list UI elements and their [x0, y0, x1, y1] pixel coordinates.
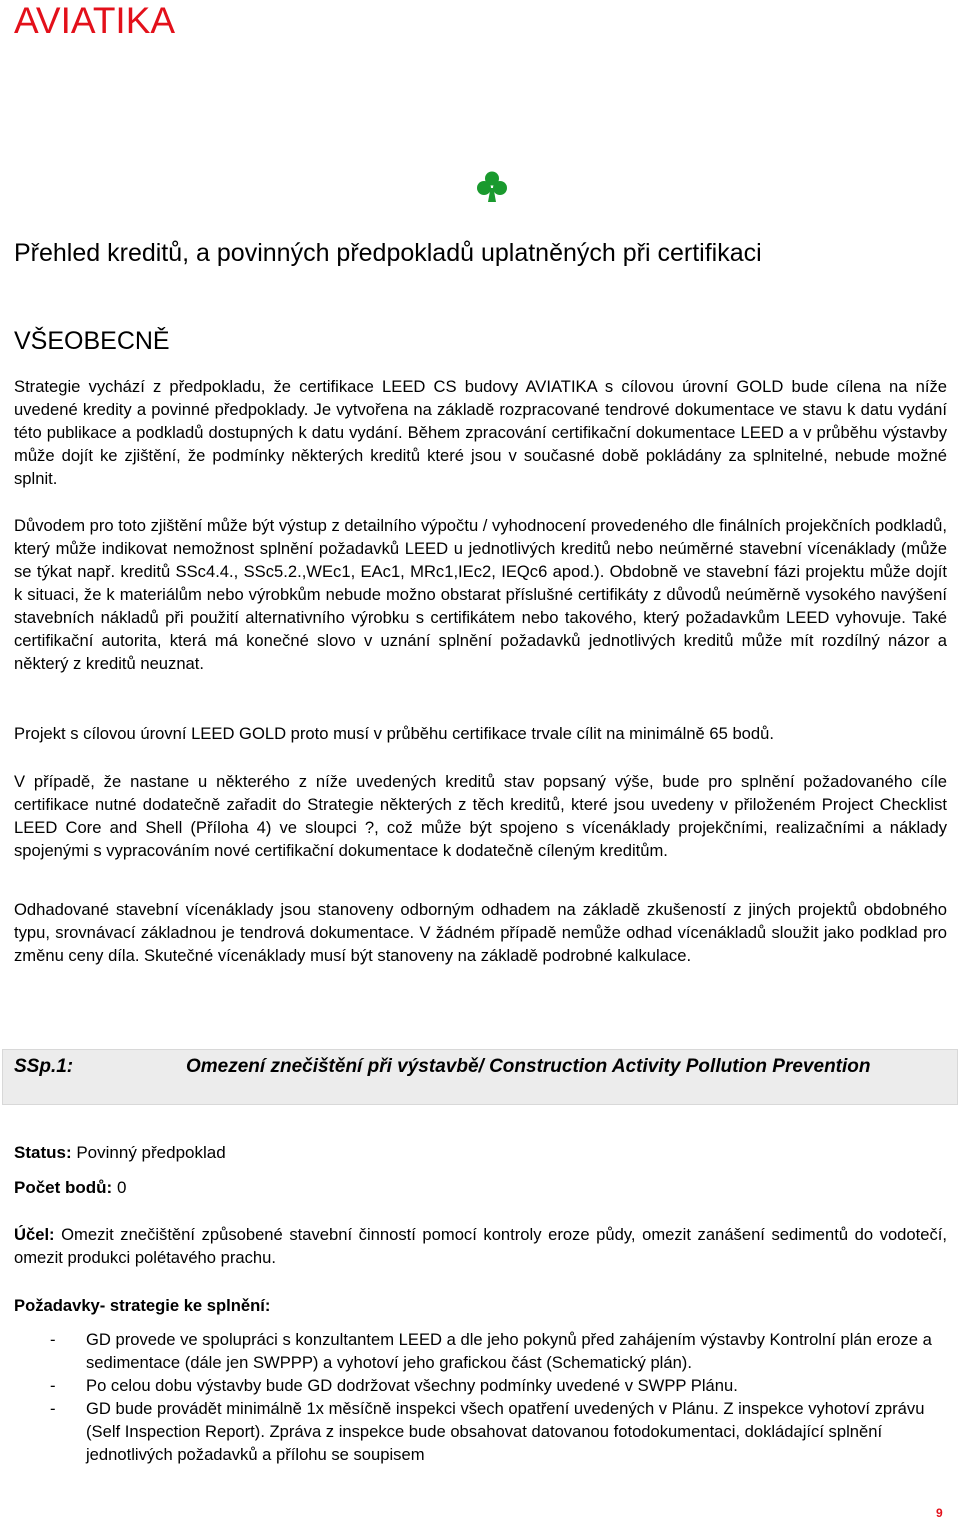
- status-value: Povinný předpoklad: [71, 1143, 226, 1162]
- list-item: [14, 1397, 947, 1466]
- paragraph-gold-target: Projekt s cílovou úrovní LEED GOLD proto musí v průběhu certifikace trvale cílit na minimálně 65 bodů.: [14, 724, 774, 743]
- status-label: Status:: [14, 1143, 72, 1162]
- club-icon: [476, 170, 508, 204]
- purpose-label: Účel:: [14, 1225, 55, 1244]
- credit-purpose: [14, 1223, 947, 1269]
- credit-status: [14, 1141, 226, 1164]
- paragraph-cost-estimate: Odhadované stavební vícenáklady jsou stanoveny odborným odhadem na základě zkušeností z jiných projektů obdobného typu, srovnávací základnou je tendrová dokumentace. V žádném případě nemůže odhad vícenákladů sloužit jako podklad pro změnu ceny díla. Skutečné vícenáklady musí být stanoveny na základě podrobné kalkulace.: [14, 900, 947, 965]
- requirements-title: Požadavky- strategie ke splnění:: [14, 1296, 271, 1315]
- list-item: [14, 1328, 947, 1374]
- paragraph-reason: Důvodem pro toto zjištění může být výstup z detailního výpočtu / vyhodnocení provedeného dle finálních projekčních podkladů, který může indikovat nemožnost splnění požadavků LEED u jednotlivých kreditů nebo neúměrné stavební vícenáklady (může se týkat např. kreditů SSc4.4., SSc5.2.,WEc1, EAc1, MRc1,IEc2, IEQc6 apod.). Obdobně ve stavební fázi projektu může dojít k situaci, že k materiálům nebo výrobkům nebude možno obstarat příslušné certifikáty z důvodů neúměrně vysokého navýšení stavebních nákladů při použití alternativního výrobku s certifikátem nebo takového, který požadavkům LEED vyhovuje. Také certifikační autorita, která má konečné slovo v uznání splnění požadavků jednotlivých kreditů může mít rozdílný názor a některý z kreditů neuznat.: [14, 516, 947, 673]
- paragraph-strategy: Strategie vychází z předpokladu, že certifikace LEED CS budovy AVIATIKA s cílovou úrovní GOLD bude cílena na níže uvedené kredity a povinné předpoklady. Je vytvořena na základě rozpracované tendrové dokumentace ve stavu k datu vydání této publikace a podkladů dostupných k datu vydání. Během zpracování certifikační dokumentace LEED a v průběhu výstavby může dojít ke zjištění, že podmínky některých kreditů které jsou v současné době pokládány za splnitelné, nebude možné splnit.: [14, 377, 947, 488]
- points-value: 0: [112, 1178, 127, 1197]
- general-heading: VŠEOBECNĚ: [14, 327, 170, 355]
- credit-title: Omezení znečištění při výstavbě/ Construction Activity Pollution Prevention: [186, 1056, 871, 1077]
- requirements-list: [14, 1328, 947, 1466]
- requirement-text: Po celou dobu výstavby bude GD dodržovat všechny podmínky uvedené v SWPP Plánu.: [86, 1376, 738, 1395]
- brand-title: AVIATIKA: [14, 0, 176, 41]
- list-item: [14, 1374, 947, 1397]
- list-dash: -: [50, 1399, 56, 1418]
- credit-code: SSp.1:: [14, 1056, 74, 1077]
- credit-points: [14, 1176, 126, 1199]
- credit-header-box: [2, 1049, 958, 1105]
- requirement-text: GD bude provádět minimálně 1x měsíčně inspekci všech opatření uvedených v Plánu. Z inspekce vyhotoví zprávu (Self Inspection Report). Zpráva z inspekce bude obsahovat datovanou fotodokumentaci, dokládající splnění jednotlivých požadavků a přílohu se soupisem: [86, 1399, 925, 1464]
- page-number: 9: [936, 1506, 943, 1520]
- paragraph-fallback-credits: V případě, že nastane u některého z níže uvedených kreditů stav popsaný výše, bude pro splnění požadovaného cíle certifikace nutné dodatečně zařadit do Strategie některých z těch kreditů, které jsou uvedeny v přiloženém Project Checklist LEED Core and Shell (Příloha 4) ve sloupci ?, což může být spojeno s vícenáklady projekčními, realizačními a náklady spojenými s vypracováním nové certifikační dokumentace k dodatečně cíleným kreditům.: [14, 772, 947, 860]
- overview-heading: Přehled kreditů, a povinných předpokladů uplatněných při certifikaci: [14, 239, 762, 267]
- points-label: Počet bodů:: [14, 1178, 113, 1197]
- list-dash: -: [50, 1376, 56, 1395]
- purpose-text: Omezit znečištění způsobené stavební činností pomocí kontroly eroze půdy, omezit zanášení sedimentů do vodotečí, omezit produkci polétavého prachu.: [14, 1225, 947, 1267]
- requirement-text: GD provede ve spolupráci s konzultantem LEED a dle jeho pokynů před zahájením výstavby Kontrolní plán eroze a sedimentace (dále jen SWPPP) a vyhotoví jeho grafickou část (Schematický plán).: [86, 1330, 932, 1372]
- list-dash: -: [50, 1330, 56, 1349]
